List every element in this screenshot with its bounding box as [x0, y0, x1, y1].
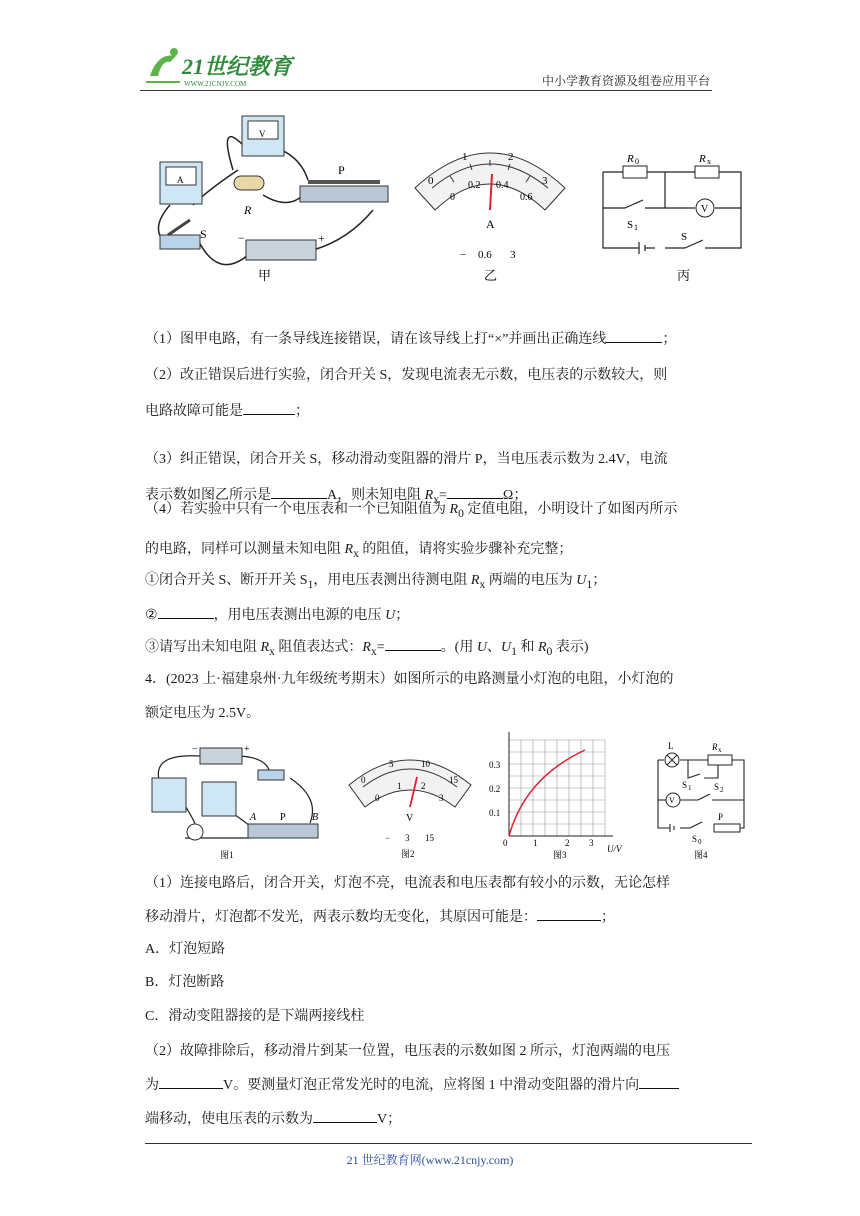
fig4-P: P: [718, 812, 724, 822]
fig1-minus: −: [192, 744, 198, 755]
footer-divider: [145, 1143, 752, 1144]
header-divider: [140, 90, 712, 91]
footer-text[interactable]: 21 世纪教育网(www.21cnjy.com): [346, 1153, 514, 1167]
fig4-S1: S: [682, 780, 688, 790]
yi-term-0: −: [460, 249, 467, 261]
logo-url: WWW.21CNJY.COM: [184, 80, 247, 88]
fig4-S2: S: [714, 782, 720, 792]
fig4-Rx: R: [712, 742, 718, 752]
fig4-S2-sub: 2: [720, 786, 724, 794]
bing-voltmeter-label: V: [701, 204, 709, 215]
q4-intro: 4．(2023 上·福建泉州·九年级统考期末）如图所示的电路测量小灯泡的电阻，小灯泡的 额定电压为 2.5V。: [145, 672, 674, 721]
jia-switch-label: S: [200, 227, 207, 241]
q3-step3: ③请写出未知电阻 $R_x$ 阻值表达式：$R_x=$ 。(用 U、$U_1$ 和 $R_0$ 表示): [145, 636, 720, 664]
jia-slider-label: P: [338, 163, 345, 177]
fig2-major-0: 0: [361, 775, 366, 785]
yi-major-2: 2: [508, 151, 514, 163]
fig1-P: P: [280, 812, 286, 823]
fig4-Rx-sub: x: [718, 746, 722, 754]
fig2-term-2: 15: [425, 833, 434, 843]
q4-blank-1[interactable]: [537, 906, 601, 921]
q3-part3: （3）纠正错误，闭合开关 S，移动滑动变阻器的滑片 P，当电压表示数为 2.4V，电流 表示数如图乙所示是 A，则未知电阻 $R_x= \Omega$；: [145, 452, 668, 506]
fig4-S0: S: [692, 834, 698, 844]
q3-part4: （4）若实验中只有一个电压表和一个已知阻值为 $R_0$ 定值电阻，小明设计了如图丙所示 的电路，同样可以测量未知电阻 $R_x$ 的阻值，请将实验步骤补充完整；: [145, 502, 678, 560]
figure-bing-circuit: [595, 148, 755, 288]
fig3-origin: 0: [503, 838, 508, 848]
q3-blank-6[interactable]: [385, 636, 441, 651]
q3-blank-5[interactable]: [158, 604, 214, 619]
fig4-S0-sub: 0: [698, 838, 702, 846]
q4-part1: （1）连接电路后，闭合开关，灯泡不亮，电流表和电压表都有较小的示数，无论怎样 移动滑片，灯泡都不发光，两表示数均无变化，其原因可能是： ；: [145, 876, 670, 925]
logo-text: 21世纪教育: [182, 54, 293, 79]
yi-minor-0: 0: [450, 192, 455, 203]
yi-major-1: 1: [462, 151, 468, 163]
fig1-B: B: [312, 812, 319, 823]
bing-S-label: S: [681, 231, 688, 243]
q3-blank-4[interactable]: [447, 484, 503, 499]
fig2-major-2: 10: [421, 759, 430, 769]
fig2-minor-1: 1: [397, 781, 402, 791]
fig3-xtick-2: 2: [565, 838, 570, 848]
yi-caption: 乙: [484, 268, 498, 283]
fig3-caption: 图3: [553, 850, 567, 860]
q3-blank-1[interactable]: [606, 328, 662, 343]
yi-major-0: 0: [428, 175, 434, 187]
yi-term-2: 3: [510, 249, 516, 261]
q3-part1: （1）图甲电路，有一条导线连接错误，请在该导线上打“×”并画出正确连线 ；: [145, 328, 720, 352]
fig2-caption: 图2: [401, 849, 415, 859]
yi-term-1: 0.6: [478, 249, 492, 261]
fig4-caption: 图4: [694, 850, 708, 860]
fig4-S1-sub: 1: [688, 784, 692, 792]
fig2-term-0: −: [385, 833, 391, 843]
jia-resistor-label: R: [244, 203, 252, 217]
yi-minor-2: 0.4: [496, 180, 509, 191]
q4-option-c: C．滑动变阻器接的是下端两接线柱: [145, 1009, 365, 1024]
bing-S1-sub: 1: [634, 223, 638, 232]
fig3-xlabel: U/V: [607, 844, 622, 854]
q4-figure-2-voltmeter-dial: [345, 745, 475, 863]
q4-figure-3-graph: [485, 728, 635, 863]
fig2-term-1: 3: [405, 833, 410, 843]
fig3-ytick-1: 0.2: [489, 784, 501, 794]
q3-blank-2[interactable]: [243, 400, 295, 415]
q4-blank-2[interactable]: [159, 1074, 223, 1089]
fig3-xtick-1: 1: [533, 838, 538, 848]
yi-minor-1: 0.2: [468, 180, 481, 191]
q3-part2: （2）改正错误后进行实验，闭合开关 S，发现电流表无示数，电压表的示数较大，则 电路故障可能是 ；: [145, 368, 668, 419]
fig2-major-3: 15: [449, 775, 458, 785]
fig1-plus: +: [244, 744, 250, 755]
figure-jia-circuit: [148, 110, 398, 290]
jia-minus-label: −: [238, 231, 245, 245]
header-platform-text: 中小学教育资源及组卷应用平台: [541, 74, 710, 88]
q3-blank-3[interactable]: [271, 484, 327, 499]
fig3-ytick-0: 0.3: [489, 760, 501, 770]
jia-plus-label: +: [318, 231, 325, 245]
q3-step2: ② ，用电压表测出电源的电压 U；: [145, 604, 720, 628]
jia-voltmeter-label: V: [259, 129, 266, 139]
q4-part2: （2）故障排除后，移动滑片到某一位置，电压表的示数如图 2 所示，灯泡两端的电压 为 V。要测量灯泡正常发光时的电流，应将图 1 中滑动变阻器的滑片向 端移动，使电压表的示数为 V；: [145, 1040, 720, 1132]
q4-option-b: B．灯泡断路: [145, 975, 225, 990]
yi-minor-3: 0.6: [520, 192, 533, 203]
fig2-minor-2: 2: [421, 781, 426, 791]
yi-unit: A: [486, 217, 495, 231]
bing-R0-label: R: [627, 153, 634, 165]
fig4-V: V: [669, 796, 675, 805]
jia-ammeter-label: A: [177, 175, 184, 185]
bing-R0-sub: 0: [635, 157, 639, 166]
yi-major-3: 3: [542, 175, 548, 187]
bing-Rx-label: R: [699, 153, 706, 165]
fig4-L: L: [668, 741, 674, 751]
q4-option-a: A．灯泡短路: [145, 942, 226, 957]
fig3-xtick-3: 3: [589, 838, 594, 848]
bing-Rx-sub: x: [707, 157, 711, 166]
jia-caption: 甲: [258, 268, 272, 283]
figure-yi-ammeter-dial: [410, 128, 570, 288]
site-logo: [140, 42, 310, 92]
fig2-major-1: 5: [389, 759, 394, 769]
q4-blank-3[interactable]: [639, 1074, 679, 1089]
fig1-caption: 图1: [220, 850, 234, 860]
fig1-A: A: [250, 812, 257, 823]
q3-step1: ①闭合开关 S、断开开关 $S_1$，用电压表测出待测电阻 $R_x$ 两端的电压为 $U_1$；: [145, 573, 607, 591]
bing-S1-label: S: [627, 219, 634, 231]
fig2-minor-0: 0: [375, 793, 380, 803]
fig2-minor-3: 3: [439, 793, 444, 803]
q4-blank-4[interactable]: [313, 1108, 377, 1123]
bing-caption: 丙: [677, 268, 691, 283]
q4-figure-4-circuit: [648, 738, 758, 863]
fig3-ytick-2: 0.1: [489, 808, 501, 818]
fig2-unit: V: [406, 813, 414, 824]
q4-figure-1-circuit: [140, 738, 330, 863]
